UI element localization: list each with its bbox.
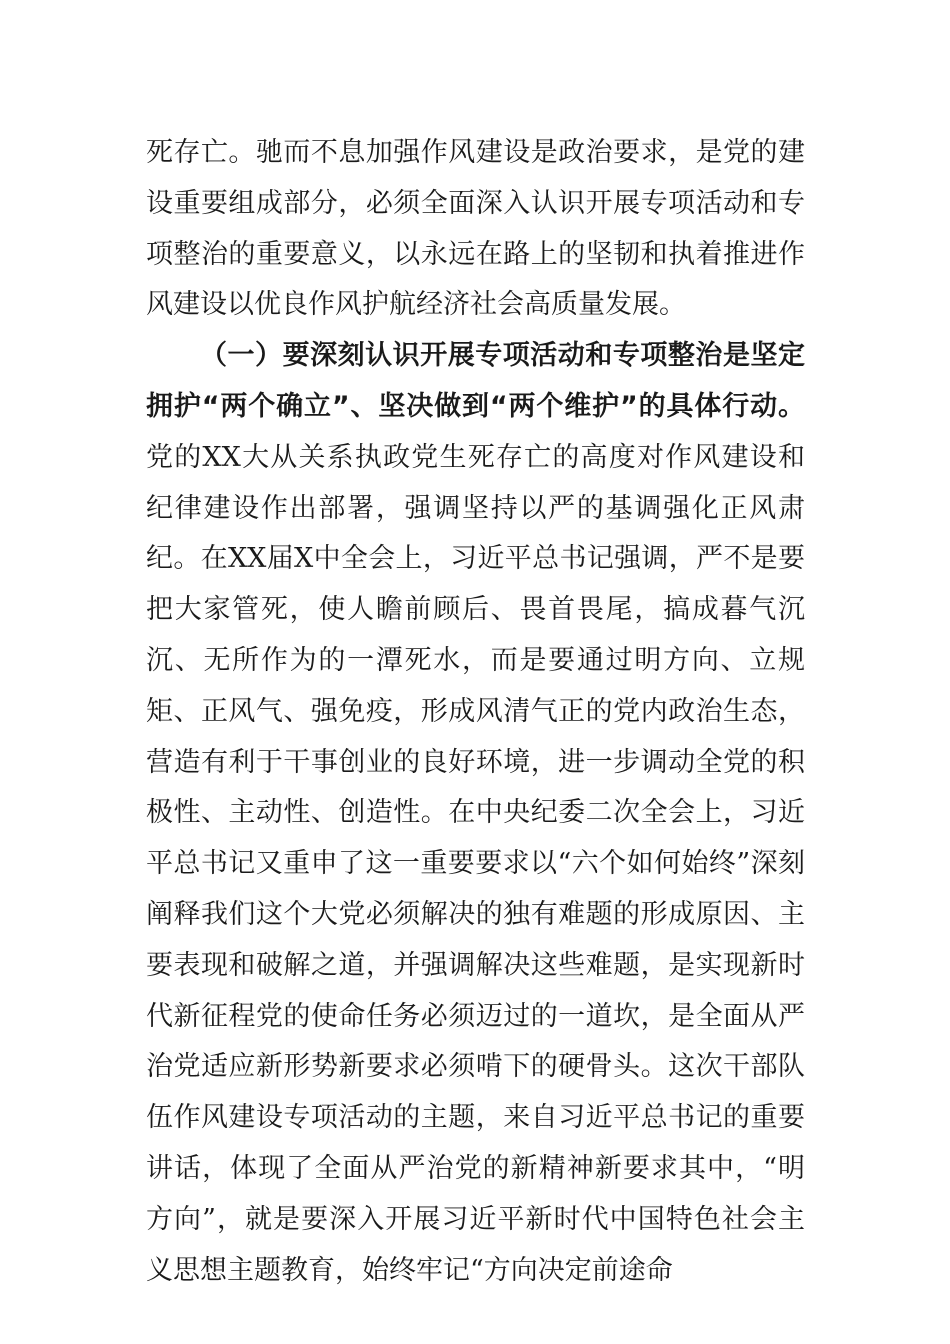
paragraph-2 <box>146 331 805 1296</box>
paragraph-1: 死存亡。驰而不息加强作风建设是政治要求，是党的建设重要组成部分，必须全面深入认识开展专项活动和专项整治的重要意义，以永远在路上的坚韧和执着推进作风建设以优良作风护航经济社会高质量发展。 <box>146 137 805 321</box>
paragraph-2-body: 党的XX大从关系执政党生死存亡的高度对作风建设和纪律建设作出部署，强调坚持以严的基调强化正风肃纪。在XX届X中全会上，习近平总书记强调，严不是要把大家管死，使人瞻前顾后、畏首畏尾，搞成暮气沉沉、无所作为的一潭死水，而是要通过明方向、立规矩、正风气、强免疫，形成风清气正的党内政治生态，营造有利于干事创业的良好环境，进一步调动全党的积极性、主动性、创造性。在中央纪委二次全会上，习近平总书记又重申了这一重要要求以“六个如何始终”深刻阐释我们这个大党必须解决的独有难题的形成原因、主要表现和破解之道，并强调解决这些难题，是实现新时代新征程党的使命任务必须迈过的一道坎，是全面从严治党适应新形势新要求必须啃下的硬骨头。这次干部队伍作风建设专项活动的主题，来自习近平总书记的重要讲话，体现了全面从严治党的新精神新要求其中，“明方向”，就是要深入开展习近平新时代中国特色社会主义思想主题教育，始终牢记“方向决定前途命 <box>146 441 805 1286</box>
section-heading: （一）要深刻认识开展专项活动和专项整治是坚定拥护“两个确立”、坚决做到“两个维护”的具体行动。 <box>146 340 805 422</box>
document-body <box>146 128 805 1296</box>
